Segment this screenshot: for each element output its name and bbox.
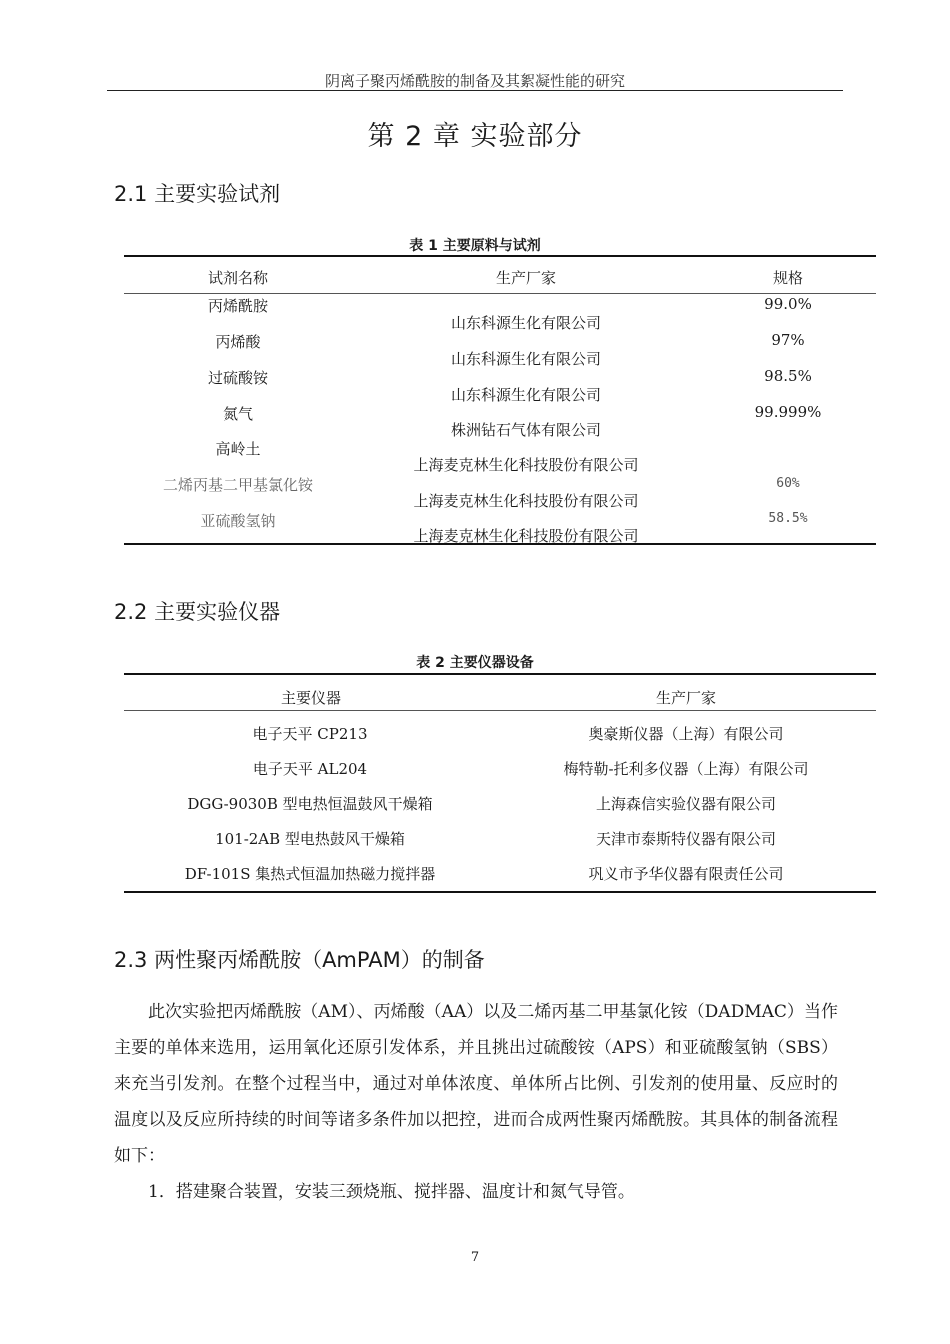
table1-maker: 上海麦克林生化科技股份有限公司 (413, 492, 639, 510)
table2-maker: 上海森信实验仪器有限公司 (595, 795, 777, 813)
page-number: 7 (470, 1250, 480, 1265)
table1-name: 丙烯酸 (215, 333, 261, 351)
body-text (114, 994, 838, 1210)
table1-header-spec: 规格 (772, 269, 804, 287)
section-title-2-3: 2.3 两性聚丙烯酰胺（AmPAM）的制备 (114, 948, 485, 972)
table1-spec: 58.5% (768, 511, 808, 526)
table2-maker: 天津市泰斯特仪器有限公司 (595, 830, 777, 848)
table1-spec: 99.0% (764, 295, 812, 313)
table2-instrument: 电子天平 AL204 (252, 760, 368, 778)
table1-bottom-rule (124, 543, 876, 545)
table1-spec: 98.5% (764, 367, 812, 385)
table2-maker: 梅特勒-托利多仪器（上海）有限公司 (563, 760, 809, 778)
table2-caption: 表 2 主要仪器设备 (416, 655, 534, 671)
table2-instrument: DGG-9030B 型电热恒温鼓风干燥箱 (187, 795, 433, 813)
table1-spec: 99.999% (754, 403, 822, 421)
table1-maker: 株洲钻石气体有限公司 (450, 421, 602, 439)
header-rule (107, 90, 843, 91)
table1-maker: 山东科源生化有限公司 (450, 314, 602, 332)
table2-top-rule (124, 673, 876, 675)
running-header: 阴离子聚丙烯酰胺的制备及其絮凝性能的研究 (324, 72, 625, 90)
table2-header-instrument: 主要仪器 (280, 689, 342, 707)
table1-header-maker: 生产厂家 (495, 269, 557, 287)
table2-instrument: 电子天平 CP213 (252, 725, 368, 743)
table1-spec: 60% (776, 476, 800, 491)
table1-header-name: 试剂名称 (207, 269, 269, 287)
chapter-title: 第 2 章 实验部分 (367, 121, 583, 152)
body-step-1: 1．搭建聚合装置，安装三颈烧瓶、搅拌器、温度计和氮气导管。 (148, 1182, 635, 1202)
section-title-2-1: 2.1 主要实验试剂 (114, 182, 281, 206)
table1-header-rule (124, 293, 876, 294)
table2-header-maker: 生产厂家 (655, 689, 717, 707)
table1-maker: 山东科源生化有限公司 (450, 386, 602, 404)
table1-name: 高岭土 (215, 440, 261, 458)
table1-name: 过硫酸铵 (207, 369, 269, 387)
table1-name: 丙烯酰胺 (207, 297, 269, 315)
table1-caption: 表 1 主要原料与试剂 (409, 238, 541, 254)
table2-instrument: DF-101S 集热式恒温加热磁力搅拌器 (184, 865, 436, 883)
table1-top-rule (124, 255, 876, 257)
table1-name: 亚硫酸氢钠 (200, 512, 276, 530)
table2-maker: 奥豪斯仪器（上海）有限公司 (588, 725, 784, 743)
table1-name: 氮气 (222, 405, 254, 423)
section-title-2-2: 2.2 主要实验仪器 (114, 600, 281, 624)
table2-bottom-rule (124, 891, 876, 893)
table1-maker: 山东科源生化有限公司 (450, 350, 602, 368)
table1-maker: 上海麦克林生化科技股份有限公司 (413, 456, 639, 474)
table2-instrument: 101-2AB 型电热鼓风干燥箱 (215, 830, 405, 848)
table1-name: 二烯丙基二甲基氯化铵 (162, 476, 314, 494)
table2-header-rule (124, 710, 876, 711)
table2-maker: 巩义市予华仪器有限责任公司 (588, 865, 784, 883)
table1-maker: 上海麦克林生化科技股份有限公司 (413, 527, 639, 545)
body-paragraph: 此次实验把丙烯酰胺（AM）、丙烯酸（AA）以及二烯丙基二甲基氯化铵（DADMAC）当作主要的单体来选用，运用氧化还原引发体系，并且挑出过硫酸铵（APS）和亚硫酸氢钠（SBS）来充当引发剂。在整个过程当中，通过对单体浓度、单体所占比例、引发剂的使用量、反应时的温度以及反应所持续的时间等诸多条件加以把控，进而合成两性聚丙烯酰胺。其具体的制备流程如下： (114, 1002, 838, 1166)
table1-spec: 97% (771, 331, 805, 349)
